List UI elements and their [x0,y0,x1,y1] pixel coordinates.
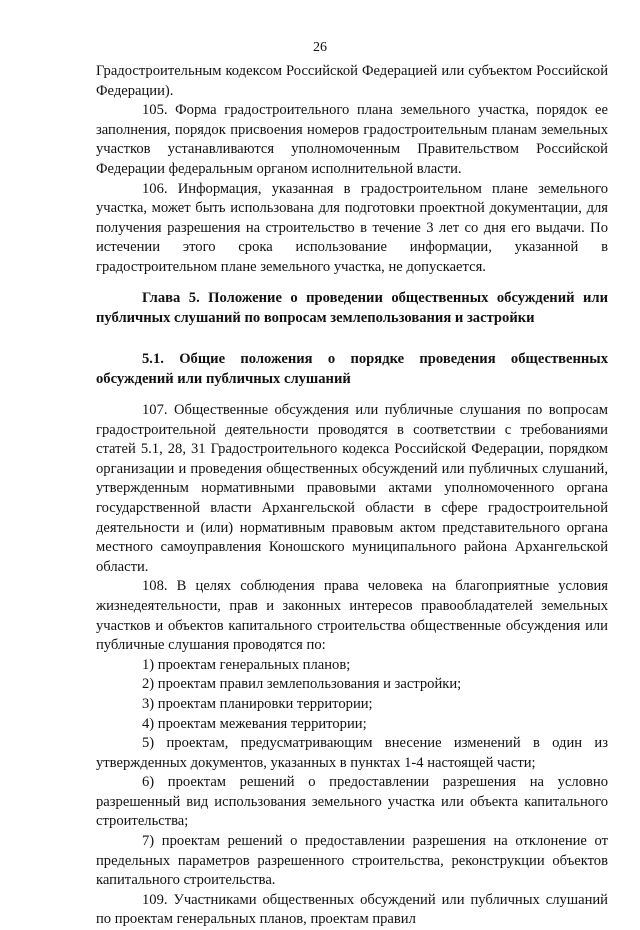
list-item: 1) проектам генеральных планов; [142,656,351,673]
list-item: 2) проектам правил землепользования и застройки; [142,676,462,693]
section-heading: 5.1. Общие положения о порядке проведения общественных обсуждений или публичных слушаний [96,351,608,387]
paragraph-108: 108. В целях соблюдения права человека на благоприятные условия жизнедеятельности, прав и законных интересов правообладателей земельных участков и объектов капитального строительства общественные обсуждения или публичные слушания проводятся по: [96,578,608,654]
paragraph-105: 105. Форма градостроительного плана земельного участка, порядок ее заполнения, порядок присвоения номеров градостроительным планам земельных участков устанавливаются уполномоченным Правительством Российской Федерации федеральным органом исполнительной власти. [96,102,608,177]
list-item: 3) проектам планировки территории; [142,695,373,712]
paragraph-109: 109. Участниками общественных обсуждений или публичных слушаний по проектам генеральных планов, проектам правил [96,891,608,928]
chapter-heading: Глава 5. Положение о проведении общественных обсуждений или публичных слушаний по вопросам землепользования и застройки [96,290,608,326]
paragraph-intro: Градостроительным кодексом Российской Федерацией или субъектом Российской Федерации). [96,63,608,99]
text-block-top [96,62,608,278]
paragraph-106: 106. Информация, указанная в градостроительном плане земельного участка, может быть использована для подготовки проектной документации, для получения разрешения на строительство в течение 3 лет со дня его выдачи. По истечении этого срока использование информации, указанной в градостроительном плане земельного участка, не допускается. [96,180,608,275]
list-item: 4) проектам межевания территории; [142,715,367,732]
paragraph-107: 107. Общественные обсуждения или публичные слушания по вопросам градостроительной деятельности проводятся в соответствии с требованиями статей 5.1, 28, 31 Градостроительного кодекса Российской Федерации, порядком организации и проведения общественных обсуждений или публичных слушаний, утвержденным нормативными правовыми актами уполномоченного органа государственной власти Архангельской области в сфере градостроительной деятельности и (или) нормативным правовым актом представительного органа местного самоуправления Коношского муниципального района Архангельской области. [96,402,608,575]
list-item: 7) проектам решений о предоставлении разрешения на отклонение от предельных параметров разрешенного строительства, реконструкции объектов капитального строительства. [96,833,608,889]
list-item: 6) проектам решений о предоставлении разрешения на условно разрешенный вид использования земельного участка или объекта капитального строительства; [96,774,608,830]
page-number: 26 [313,40,327,55]
text-block-main [96,401,608,930]
list-item: 5) проектам, предусматривающим внесение изменений в один из утвержденных документов, указанных в пунктах 1-4 настоящей части; [96,735,608,771]
